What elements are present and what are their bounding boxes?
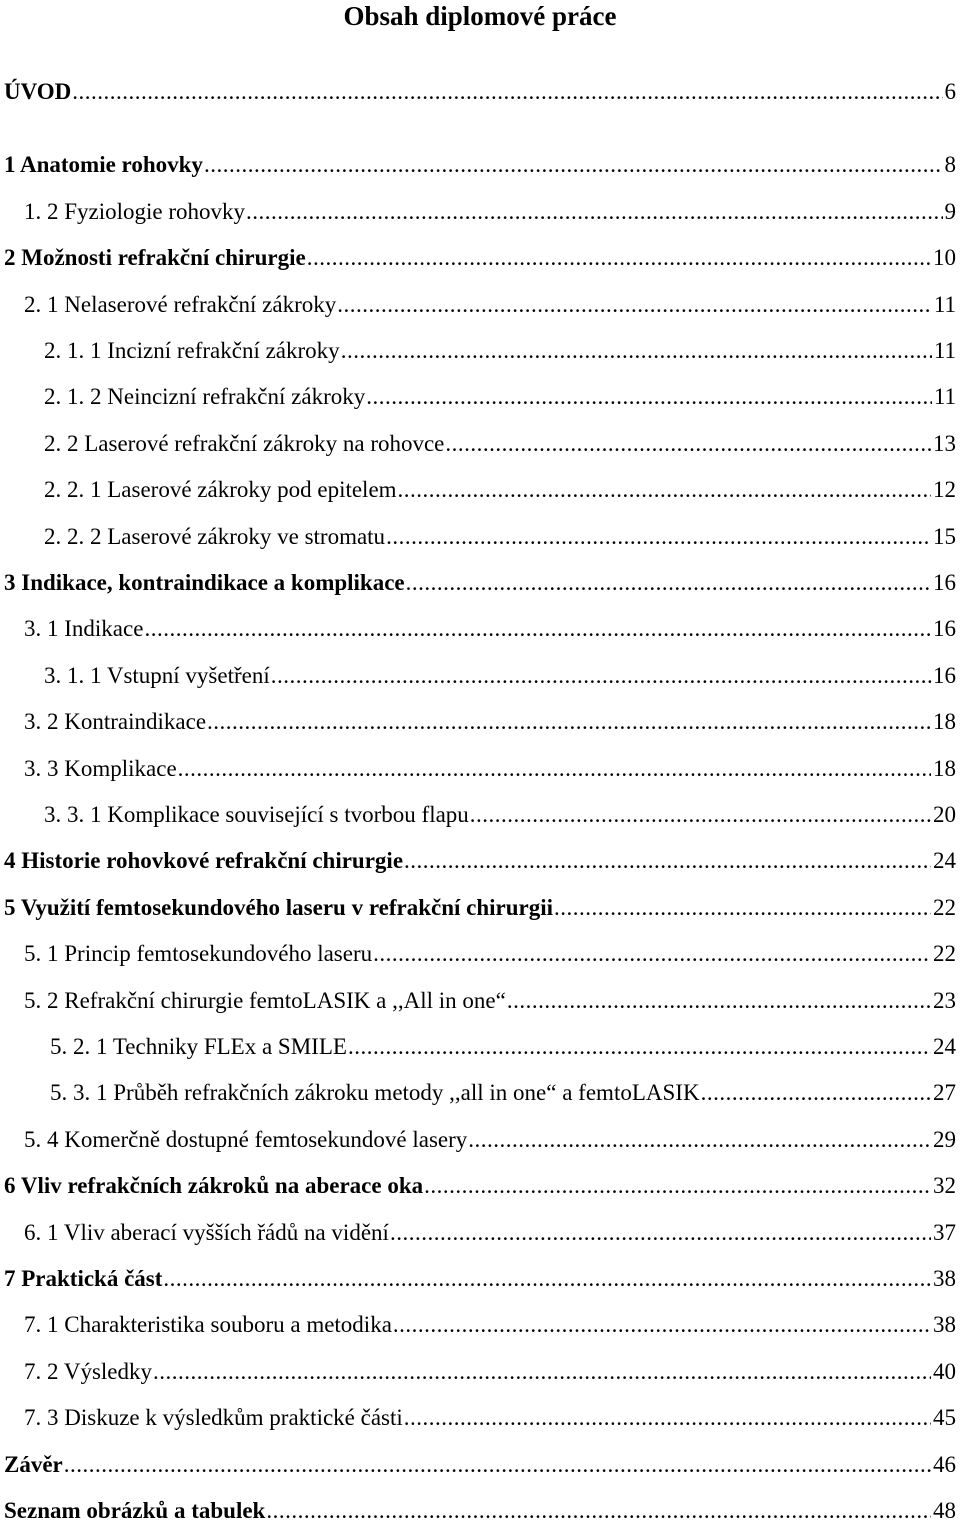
toc-entry-chapter-2[interactable] xyxy=(4,243,956,273)
toc-entry-chapter-1[interactable] xyxy=(4,150,956,180)
toc-entry-page: 23 xyxy=(933,988,956,1013)
toc-entry-3-3-1[interactable] xyxy=(44,800,956,830)
toc-entry-label: 7 Praktická část xyxy=(4,1266,163,1291)
toc-entry-7-1[interactable] xyxy=(24,1310,956,1340)
dot-leader xyxy=(406,568,931,598)
toc-entry-label: 5 Využití femtosekundového laseru v refrakční chirurgii xyxy=(4,895,554,920)
dot-leader xyxy=(266,1496,931,1526)
toc-entry-2-1[interactable] xyxy=(24,290,956,320)
toc-entry-2-1-2[interactable] xyxy=(44,382,956,412)
toc-entry-page: 37 xyxy=(933,1220,956,1245)
dot-leader xyxy=(373,939,931,969)
toc-entry-page: 11 xyxy=(933,292,956,317)
toc-entry-label: 2. 2. 2 Laserové zákroky ve stromatu xyxy=(44,524,386,549)
dot-leader xyxy=(207,707,931,737)
dot-leader xyxy=(337,290,932,320)
toc-entry-label: 3. 3 Komplikace xyxy=(24,756,177,781)
toc-entry-label: 5. 2. 1 Techniky FLEx a SMILE xyxy=(50,1034,347,1059)
toc-entry-label: 3. 1. 1 Vstupní vyšetření xyxy=(44,663,270,688)
toc-entry-page: 22 xyxy=(933,941,956,966)
toc-entry-1-2[interactable] xyxy=(24,197,956,227)
toc-entry-label: 5. 3. 1 Průběh refrakčních zákroku metody ,,all in one“ a femtoLASIK xyxy=(50,1080,700,1105)
dot-leader xyxy=(424,1171,931,1201)
toc-entry-page: 24 xyxy=(933,848,956,873)
dot-leader xyxy=(72,77,942,107)
toc-entry-page: 6 xyxy=(944,79,956,104)
toc-entry-label: 6 Vliv refrakčních zákroků na aberace oka xyxy=(4,1173,424,1198)
toc-entry-page: 15 xyxy=(933,524,956,549)
toc-entry-page: 18 xyxy=(933,709,956,734)
toc-entry-page: 16 xyxy=(933,570,956,595)
toc-entry-page: 16 xyxy=(933,663,956,688)
toc-entry-label: 2. 1. 2 Neincizní refrakční zákroky xyxy=(44,384,366,409)
toc-entry-3-3[interactable] xyxy=(24,754,956,784)
toc-entry-page: 45 xyxy=(933,1405,956,1430)
toc-entry-page: 8 xyxy=(944,152,956,177)
dot-leader xyxy=(507,986,931,1016)
dot-leader xyxy=(404,846,931,876)
dot-leader xyxy=(348,1032,931,1062)
toc-entry-label: 7. 2 Výsledky xyxy=(24,1359,152,1384)
toc-entry-page: 22 xyxy=(933,895,956,920)
toc-entry-label: 4 Historie rohovkové refrakční chirurgie xyxy=(4,848,404,873)
toc-entry-label: 2. 1 Nelaserové refrakční zákroky xyxy=(24,292,337,317)
toc-entry-chapter-4[interactable] xyxy=(4,846,956,876)
toc-entry-label: 2 Možnosti refrakční chirurgie xyxy=(4,245,306,270)
toc-entry-label: 3. 3. 1 Komplikace související s tvorbou flapu xyxy=(44,802,469,827)
dot-leader xyxy=(307,243,931,273)
toc-entry-label: 2. 2. 1 Laserové zákroky pod epitelem xyxy=(44,477,397,502)
toc-entry-label: 1 Anatomie rohovky xyxy=(4,152,203,177)
toc-entry-page: 18 xyxy=(933,756,956,781)
toc-entry-label: 3. 1 Indikace xyxy=(24,616,144,641)
toc-entry-5-2[interactable] xyxy=(24,986,956,1016)
toc-entry-label: 7. 1 Charakteristika souboru a metodika xyxy=(24,1312,392,1337)
toc-entry-label: Závěr xyxy=(4,1452,63,1477)
toc-entry-label: 5. 4 Komerčně dostupné femtosekundové lasery xyxy=(24,1127,468,1152)
toc-entry-label: 5. 2 Refrakční chirurgie femtoLASIK a ,,All in one“ xyxy=(24,988,506,1013)
dot-leader xyxy=(470,800,931,830)
toc-entry-page: 13 xyxy=(933,431,956,456)
toc-entry-page: 32 xyxy=(933,1173,956,1198)
toc-entry-chapter-3[interactable] xyxy=(4,568,956,598)
dot-leader xyxy=(163,1264,931,1294)
toc-entry-label: 5. 1 Princip femtosekundového laseru xyxy=(24,941,373,966)
dot-leader xyxy=(393,1310,931,1340)
dot-leader xyxy=(64,1450,931,1480)
dot-leader xyxy=(246,197,942,227)
toc-entry-2-2-2[interactable] xyxy=(44,522,956,552)
toc-entry-uvod[interactable] xyxy=(4,77,956,107)
toc-entry-page: 29 xyxy=(933,1127,956,1152)
toc-entry-page: 10 xyxy=(933,245,956,270)
toc-entry-page: 12 xyxy=(933,477,956,502)
toc-entry-2-2[interactable] xyxy=(44,429,956,459)
toc-entry-label: 2. 2 Laserové refrakční zákroky na rohovce xyxy=(44,431,445,456)
toc-entry-label: 1. 2 Fyziologie rohovky xyxy=(24,199,246,224)
toc-entry-chapter-7[interactable] xyxy=(4,1264,956,1294)
toc-entry-3-1[interactable] xyxy=(24,614,956,644)
dot-leader xyxy=(341,336,932,366)
toc-entry-page: 24 xyxy=(933,1034,956,1059)
toc-entry-7-2[interactable] xyxy=(24,1357,956,1387)
dot-leader xyxy=(386,522,931,552)
toc-entry-page: 16 xyxy=(933,616,956,641)
toc-entry-label: Seznam obrázků a tabulek xyxy=(4,1498,266,1523)
toc-entry-page: 11 xyxy=(933,338,956,363)
toc-entry-7-3[interactable] xyxy=(24,1403,956,1433)
toc-entry-label: ÚVOD xyxy=(4,79,72,104)
toc-entry-page: 40 xyxy=(933,1359,956,1384)
toc-entry-page: 38 xyxy=(933,1312,956,1337)
dot-leader xyxy=(390,1218,931,1248)
toc-entry-5-3-1[interactable] xyxy=(50,1078,956,1108)
dot-leader xyxy=(404,1403,931,1433)
toc-entry-zaver[interactable] xyxy=(4,1450,956,1480)
dot-leader xyxy=(468,1125,931,1155)
toc-entry-6-1[interactable] xyxy=(24,1218,956,1248)
toc-entry-label: 2. 1. 1 Incizní refrakční zákroky xyxy=(44,338,340,363)
toc-entry-page: 11 xyxy=(933,384,956,409)
toc-entry-page: 27 xyxy=(933,1080,956,1105)
toc-entry-label: 6. 1 Vliv aberací vyšších řádů na vidění xyxy=(24,1220,389,1245)
dot-leader xyxy=(366,382,932,412)
toc-entry-seznam-obrazku[interactable] xyxy=(4,1496,956,1526)
toc-entry-2-2-1[interactable] xyxy=(44,475,956,505)
toc-entry-page: 20 xyxy=(933,802,956,827)
dot-leader xyxy=(398,475,931,505)
toc-entry-5-1[interactable] xyxy=(24,939,956,969)
toc-entry-label: 3. 2 Kontraindikace xyxy=(24,709,207,734)
toc-entry-chapter-5[interactable] xyxy=(4,893,956,923)
dot-leader xyxy=(144,614,931,644)
dot-leader xyxy=(271,661,931,691)
toc-entry-page: 48 xyxy=(933,1498,956,1523)
toc-entry-label: 3 Indikace, kontraindikace a komplikace xyxy=(4,570,405,595)
dot-leader xyxy=(445,429,931,459)
toc-entry-chapter-6[interactable] xyxy=(4,1171,956,1201)
toc-entry-5-4[interactable] xyxy=(24,1125,956,1155)
dot-leader xyxy=(178,754,931,784)
toc-entry-page: 9 xyxy=(944,199,956,224)
toc-entry-3-2[interactable] xyxy=(24,707,956,737)
toc-entry-2-1-1[interactable] xyxy=(44,336,956,366)
toc-entry-label: 7. 3 Diskuze k výsledkům praktické části xyxy=(24,1405,403,1430)
toc-entry-3-1-1[interactable] xyxy=(44,661,956,691)
dot-leader xyxy=(701,1078,931,1108)
page-title: Obsah diplomové práce xyxy=(343,1,617,31)
toc-entry-page: 46 xyxy=(933,1452,956,1477)
dot-leader xyxy=(204,150,943,180)
toc-entry-page: 38 xyxy=(933,1266,956,1291)
dot-leader xyxy=(153,1357,931,1387)
toc-entry-5-2-1[interactable] xyxy=(50,1032,956,1062)
dot-leader xyxy=(554,893,931,923)
